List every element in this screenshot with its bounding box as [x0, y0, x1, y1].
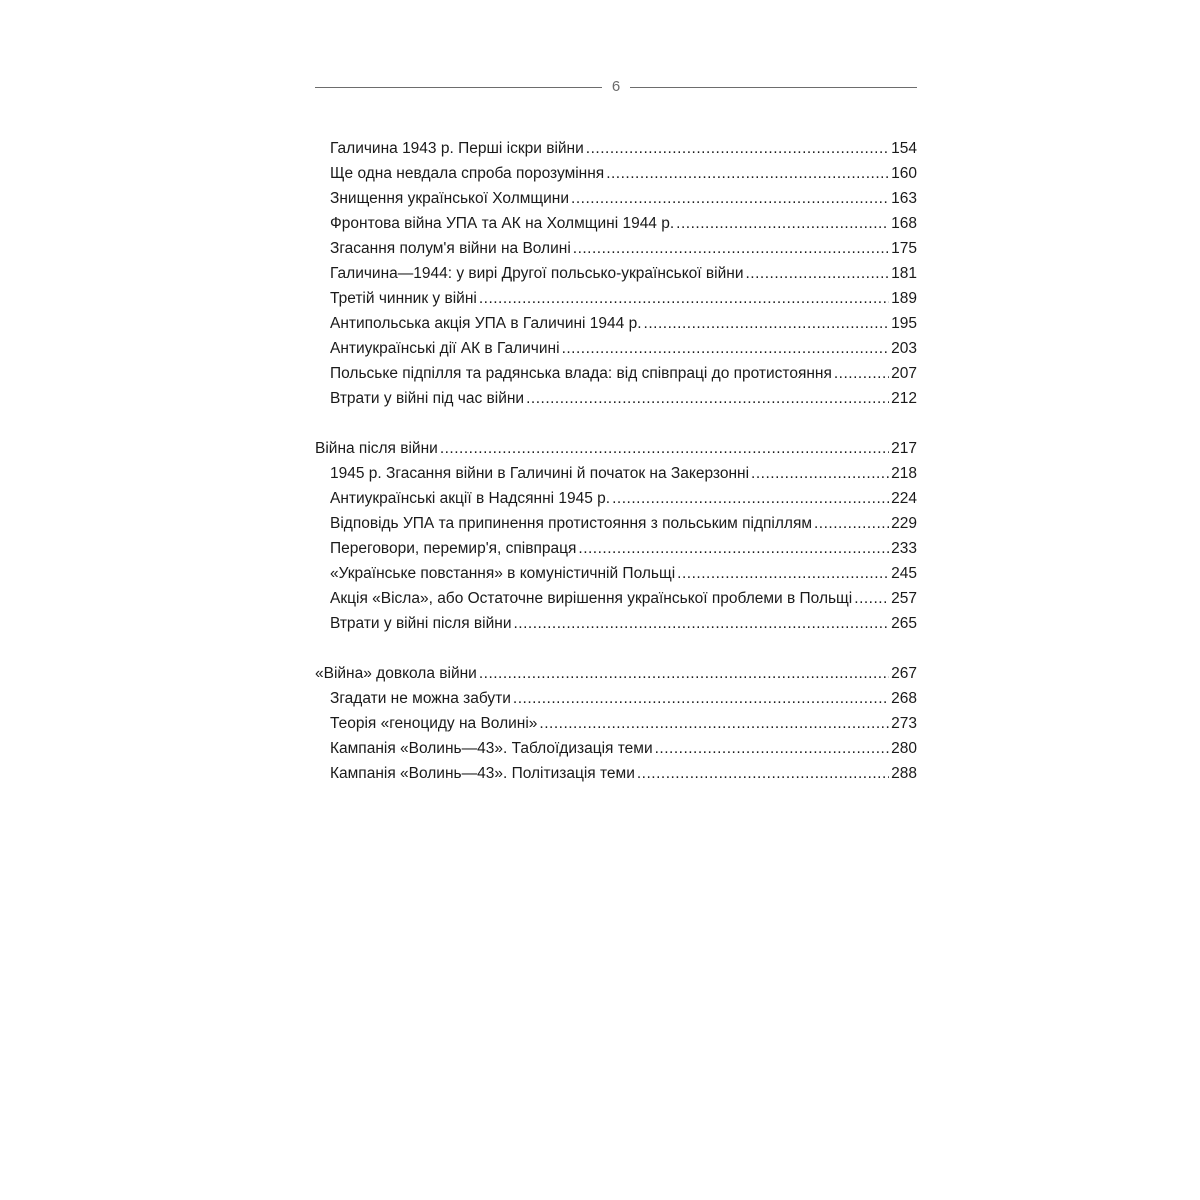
toc-entry-page: 203	[891, 340, 917, 357]
dot-leader	[578, 536, 889, 561]
dot-leader	[526, 386, 889, 411]
toc-entry[interactable]	[315, 511, 917, 536]
toc-entry-title: Антипольська акція УПА в Галичині 1944 р.	[330, 315, 642, 332]
toc-entry[interactable]	[315, 486, 917, 511]
toc-section	[315, 661, 917, 786]
toc-entry[interactable]	[315, 561, 917, 586]
toc-entry-page: 168	[891, 215, 917, 232]
toc-entry[interactable]	[315, 286, 917, 311]
toc-entry[interactable]	[315, 586, 917, 611]
toc-entry-title: Антиукраїнські дії АК в Галичині	[330, 340, 560, 357]
toc-entry-title: Кампанія «Волинь—43». Політизація теми	[330, 765, 635, 782]
toc-entry[interactable]	[315, 761, 917, 786]
dot-leader	[854, 586, 889, 611]
header-rule-right	[630, 87, 917, 88]
toc-entry-page: 273	[891, 715, 917, 732]
toc-entry[interactable]	[315, 211, 917, 236]
dot-leader	[612, 486, 889, 511]
toc-entry-title: Кампанія «Волинь—43». Таблоїдизація теми	[330, 740, 653, 757]
toc-entry[interactable]	[315, 711, 917, 736]
toc-entry-page: 163	[891, 190, 917, 207]
dot-leader	[539, 711, 889, 736]
toc-entry-page: 233	[891, 540, 917, 557]
toc-chapter-title: «Війна» довкола війни	[315, 665, 477, 682]
dot-leader	[573, 236, 889, 261]
toc-entry-page: 154	[891, 140, 917, 157]
toc-entry[interactable]	[315, 186, 917, 211]
toc-entry[interactable]	[315, 336, 917, 361]
dot-leader	[677, 561, 889, 586]
toc-section	[315, 436, 917, 636]
toc-entry-title: Відповідь УПА та припинення протистояння з польським підпіллям	[330, 515, 812, 532]
toc-chapter-page: 217	[891, 440, 917, 457]
toc-chapter-title: Війна після війни	[315, 440, 438, 457]
toc-entry-title: Польське підпілля та радянська влада: від співпраці до протистояння	[330, 365, 832, 382]
dot-leader	[655, 736, 890, 761]
dot-leader	[562, 336, 890, 361]
toc-entry-title: Акція «Вісла», або Остаточне вирішення української проблеми в Польщі	[330, 590, 853, 607]
toc-entry[interactable]	[315, 236, 917, 261]
dot-leader	[676, 211, 889, 236]
toc-entry-title: «Українське повстання» в комуністичній Польщі	[330, 565, 676, 582]
dot-leader	[637, 761, 889, 786]
toc-chapter-page: 267	[891, 665, 917, 682]
dot-leader	[814, 511, 889, 536]
toc-entry-page: 280	[891, 740, 917, 757]
toc-entry-page: 212	[891, 390, 917, 407]
dot-leader	[440, 436, 889, 461]
toc-entry-page: 175	[891, 240, 917, 257]
toc-entry-title: Галичина 1943 р. Перші іскри війни	[330, 140, 584, 157]
toc-entry-title: Антиукраїнські акції в Надсянні 1945 р.	[330, 490, 611, 507]
toc-entry-page: 207	[891, 365, 917, 382]
toc-entry-title: Третій чинник у війні	[330, 290, 477, 307]
toc-entry-title: Переговори, перемир'я, співпраця	[330, 540, 577, 557]
page-number: 6	[611, 78, 621, 95]
toc-entry-title: Згасання полум'я війни на Волині	[330, 240, 571, 257]
dot-leader	[751, 461, 889, 486]
toc-entry-page: 229	[891, 515, 917, 532]
toc-entry-page: 218	[891, 465, 917, 482]
toc-entry[interactable]	[315, 736, 917, 761]
toc-section	[315, 136, 917, 411]
toc-entry-page: 195	[891, 315, 917, 332]
toc-entry[interactable]	[315, 536, 917, 561]
dot-leader	[834, 361, 889, 386]
toc-entry[interactable]	[315, 136, 917, 161]
dot-leader	[606, 161, 889, 186]
toc-entry-title: Втрати у війні під час війни	[330, 390, 525, 407]
toc-entry[interactable]	[315, 361, 917, 386]
toc-entry-title: Згадати не можна забути	[330, 690, 511, 707]
dot-leader	[586, 136, 889, 161]
header-rule-left	[315, 87, 602, 88]
dot-leader	[644, 311, 890, 336]
toc-entry-page: 189	[891, 290, 917, 307]
dot-leader	[479, 286, 889, 311]
toc-entry-page: 181	[891, 265, 917, 282]
toc-entry-title: Знищення української Холмщини	[330, 190, 570, 207]
toc-entry[interactable]	[315, 311, 917, 336]
toc-entry-title: Галичина—1944: у вирі Другої польсько-української війни	[330, 265, 744, 282]
toc-entry-title: 1945 р. Згасання війни в Галичині й початок на Закерзонні	[330, 465, 750, 482]
dot-leader	[513, 686, 889, 711]
toc-entry[interactable]	[315, 161, 917, 186]
toc-entry-page: 224	[891, 490, 917, 507]
toc-entry-page: 288	[891, 765, 917, 782]
dot-leader	[479, 661, 889, 686]
toc-chapter-heading[interactable]	[315, 436, 917, 461]
page-header	[315, 76, 917, 98]
toc-entry[interactable]	[315, 611, 917, 636]
toc-entry-title: Фронтова війна УПА та АК на Холмщині 1944 р.	[330, 215, 675, 232]
toc-entry-page: 245	[891, 565, 917, 582]
toc-entry[interactable]	[315, 686, 917, 711]
toc-entry-page: 257	[891, 590, 917, 607]
toc-entry[interactable]	[315, 386, 917, 411]
toc-entry-title: Втрати у війні після війни	[330, 615, 512, 632]
toc-entry-title: Ще одна невдала спроба порозуміння	[330, 165, 605, 182]
toc-entry[interactable]	[315, 261, 917, 286]
toc-entry[interactable]	[315, 461, 917, 486]
toc-entry-title: Теорія «геноциду на Волині»	[330, 715, 538, 732]
toc-entry-page: 268	[891, 690, 917, 707]
dot-leader	[745, 261, 889, 286]
toc-entry-page: 160	[891, 165, 917, 182]
toc-entry-page: 265	[891, 615, 917, 632]
toc-chapter-heading[interactable]	[315, 661, 917, 686]
dot-leader	[571, 186, 889, 211]
table-of-contents	[315, 136, 917, 786]
dot-leader	[513, 611, 889, 636]
